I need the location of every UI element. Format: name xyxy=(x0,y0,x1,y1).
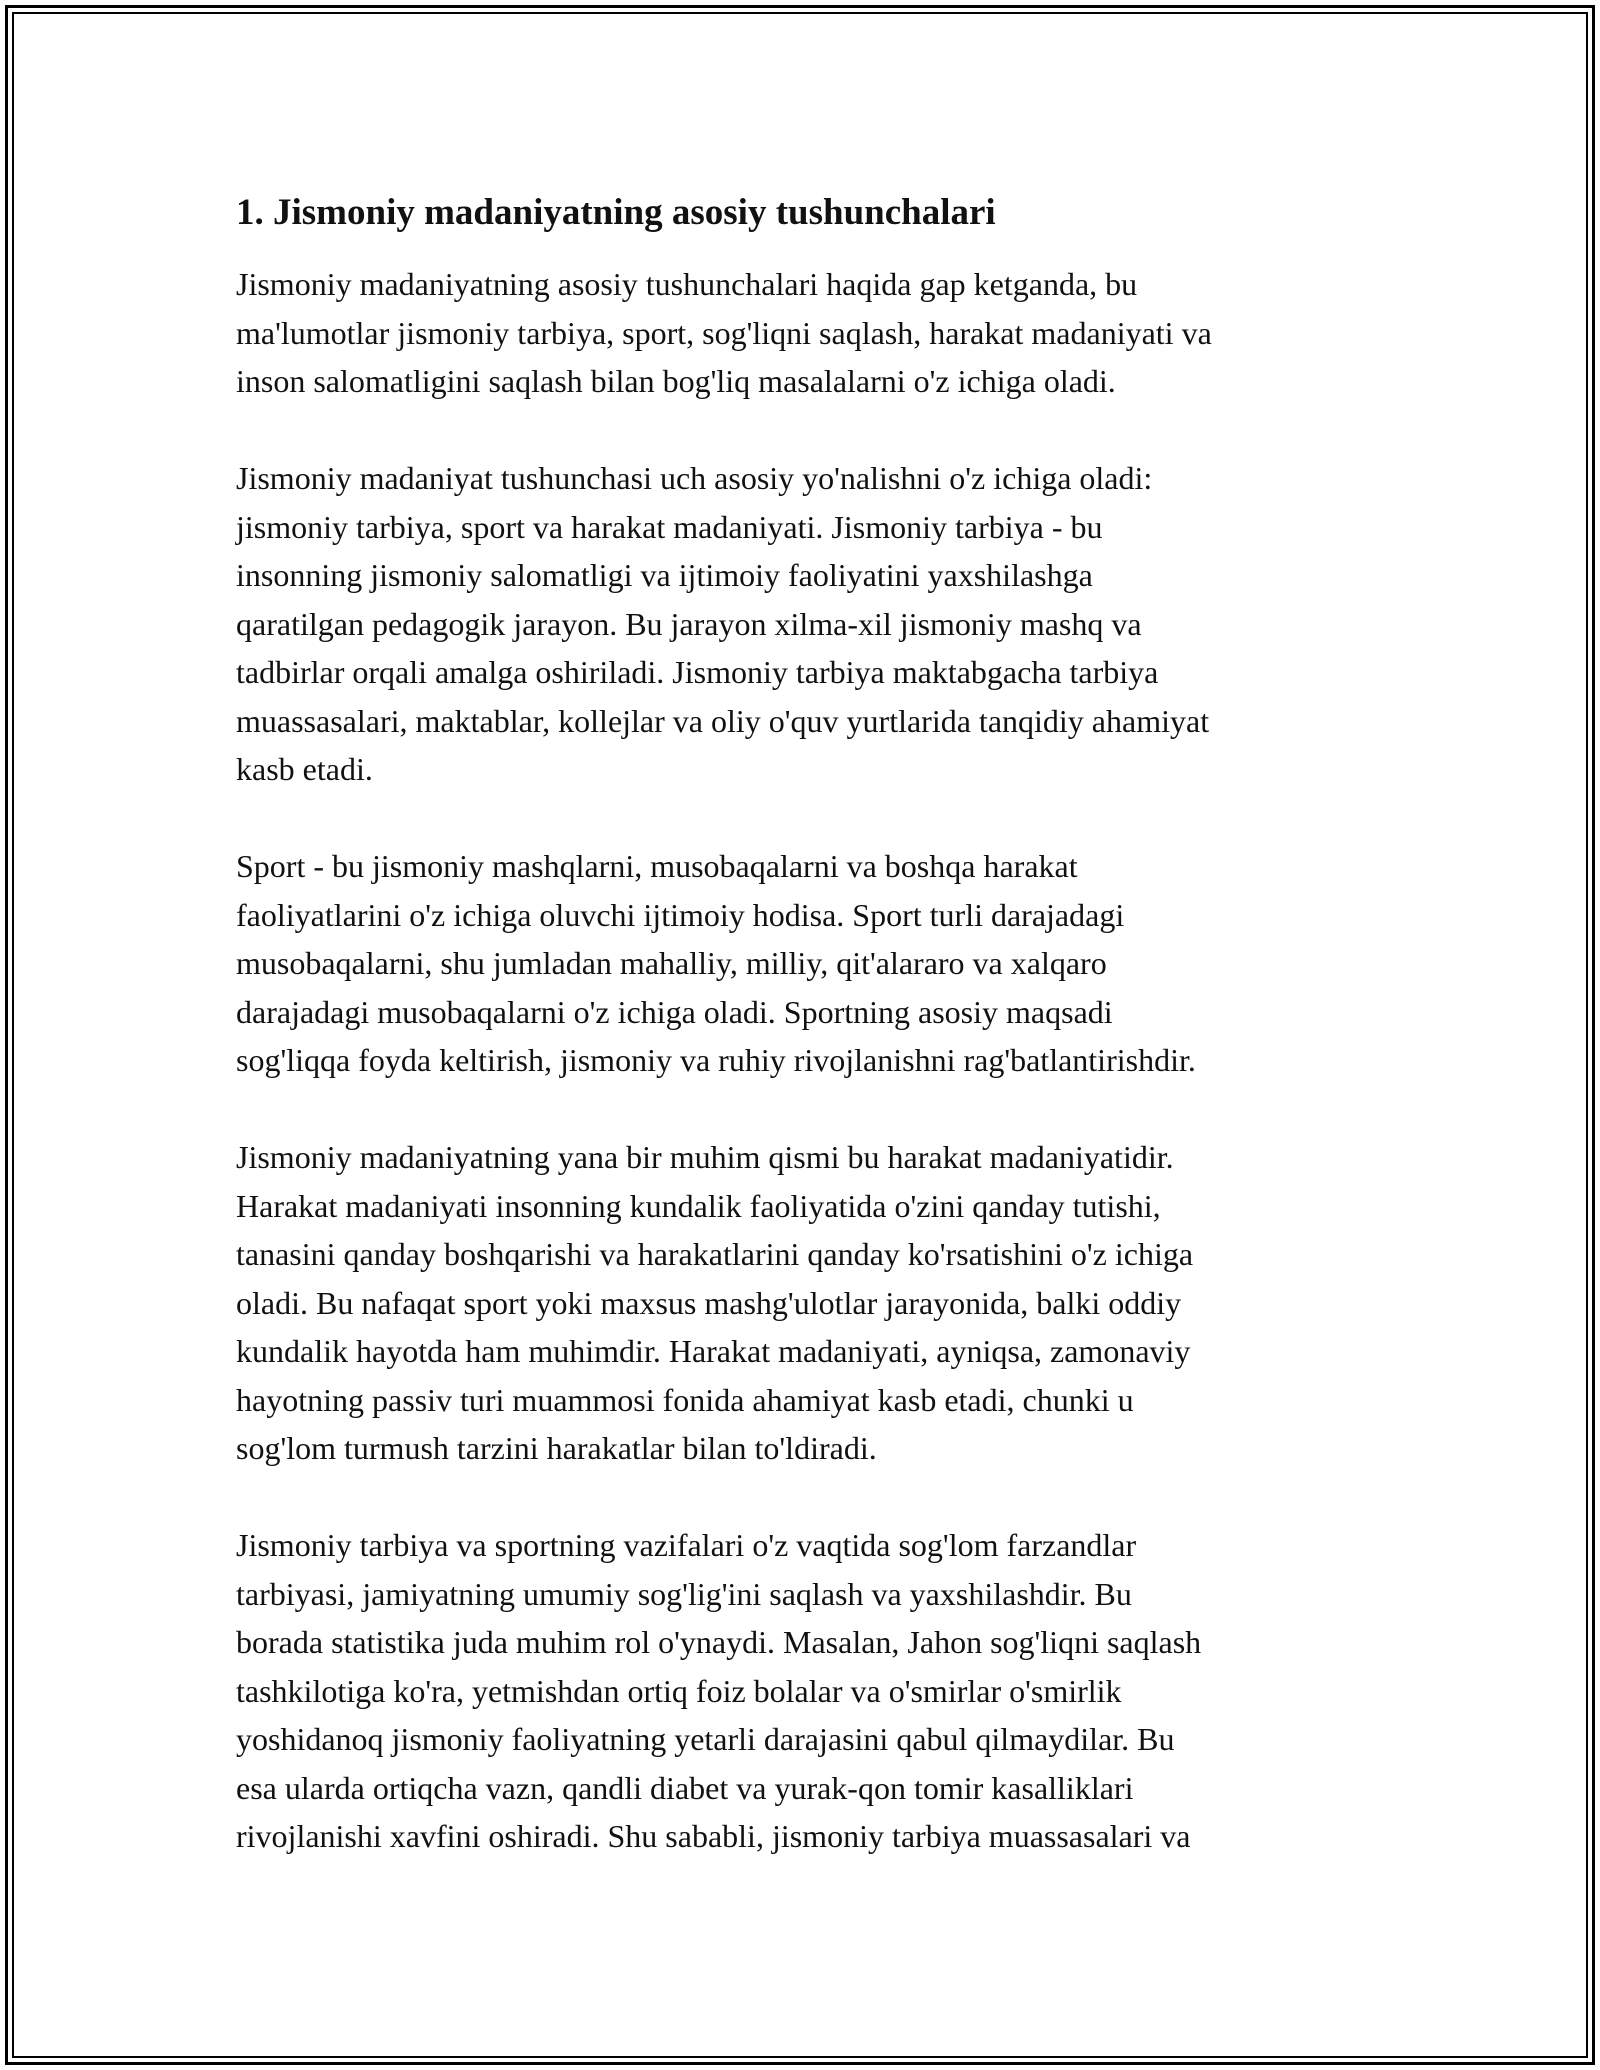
text-line: kasb etadi. xyxy=(236,751,373,787)
text-line: oladi. Bu nafaqat sport yoki maxsus mashg'ulotlar jarayonida, balki oddiy xyxy=(236,1284,1182,1321)
text-line: darajadagi musobaqalarni o'z ichiga oladi. Sportning asosiy maqsadi xyxy=(236,993,1113,1030)
text-line: insonning jismoniy salomatligi va ijtimoiy faoliyatini yaxshilashga xyxy=(236,557,1093,593)
paragraph-1 xyxy=(236,260,1366,406)
text-line: qaratilgan pedagogik jarayon. Bu jarayon xilma-xil jismoniy mashq va xyxy=(236,605,1142,642)
text-line: sog'liqqa foyda keltirish, jismoniy va ruhiy rivojlanishni rag'batlantirishdir. xyxy=(236,1042,1196,1078)
paragraph-4 xyxy=(236,1133,1366,1473)
text-line: ma'lumotlar jismoniy tarbiya, sport, sog'liqni saqlash, harakat madaniyati va xyxy=(236,314,1212,351)
text-line: tadbirlar orqali amalga oshiriladi. Jismoniy tarbiya maktabgacha tarbiya xyxy=(236,654,1159,690)
text-line: hayotning passiv turi muammosi fonida ahamiyat kasb etadi, chunki u xyxy=(236,1381,1134,1418)
text-line: kundalik hayotda ham muhimdir. Harakat madaniyati, ayniqsa, zamonaviy xyxy=(236,1333,1191,1369)
text-line: Sport - bu jismoniy mashqlarni, musobaqalarni va boshqa harakat xyxy=(236,848,1078,884)
text-line: Jismoniy madaniyatning yana bir muhim qismi bu harakat madaniyatidir. xyxy=(236,1139,1174,1175)
paragraph-3 xyxy=(236,842,1366,1085)
text-line: faoliyatlarini o'z ichiga oluvchi ijtimoiy hodisa. Sport turli darajadagi xyxy=(236,896,1125,933)
text-line: yoshidanoq jismoniy faoliyatning yetarli darajasini qabul qilmaydilar. Bu xyxy=(236,1721,1175,1757)
paragraph-5 xyxy=(236,1521,1366,1861)
text-line: Harakat madaniyati insonning kundalik faoliyatida o'zini qanday tutishi, xyxy=(236,1187,1161,1224)
text-line: borada statistika juda muhim rol o'ynaydi. Masalan, Jahon sog'liqni saqlash xyxy=(236,1624,1202,1660)
text-line: tanasini qanday boshqarishi va harakatlarini qanday ko'rsatishini o'z ichiga xyxy=(236,1236,1194,1272)
text-line: tashkilotiga ko'ra, yetmishdan ortiq foiz bolalar va o'smirlar o'smirlik xyxy=(236,1672,1122,1709)
text-line: esa ularda ortiqcha vazn, qandli diabet va yurak-qon tomir kasalliklari xyxy=(236,1769,1134,1806)
text-line: jismoniy tarbiya, sport va harakat madaniyati. Jismoniy tarbiya - bu xyxy=(236,508,1103,545)
text-line: sog'lom turmush tarzini harakatlar bilan to'ldiradi. xyxy=(236,1430,877,1466)
text-line: Jismoniy madaniyat tushunchasi uch asosiy yo'nalishni o'z ichiga oladi: xyxy=(236,460,1153,496)
text-line: Jismoniy tarbiya va sportning vazifalari o'z vaqtida sog'lom farzandlar xyxy=(236,1527,1137,1563)
text-line: inson salomatligini saqlash bilan bog'liq masalalarni o'z ichiga oladi. xyxy=(236,363,1116,399)
text-line: musobaqalarni, shu jumladan mahalliy, milliy, qit'alararo va xalqaro xyxy=(236,945,1107,981)
text-line: muassasalari, maktablar, kollejlar va oliy o'quv yurtlarida tanqidiy ahamiyat xyxy=(236,702,1210,739)
document-page xyxy=(236,188,1366,1909)
section-heading: 1. Jismoniy madaniyatning asosiy tushunchalari xyxy=(236,192,996,233)
text-line: rivojlanishi xavfini oshiradi. Shu sababli, jismoniy tarbiya muassasalari va xyxy=(236,1818,1191,1854)
text-line: tarbiyasi, jamiyatning umumiy sog'lig'ini saqlash va yaxshilashdir. Bu xyxy=(236,1575,1132,1612)
text-line: Jismoniy madaniyatning asosiy tushunchalari haqida gap ketganda, bu xyxy=(236,266,1138,302)
paragraph-2 xyxy=(236,454,1366,794)
